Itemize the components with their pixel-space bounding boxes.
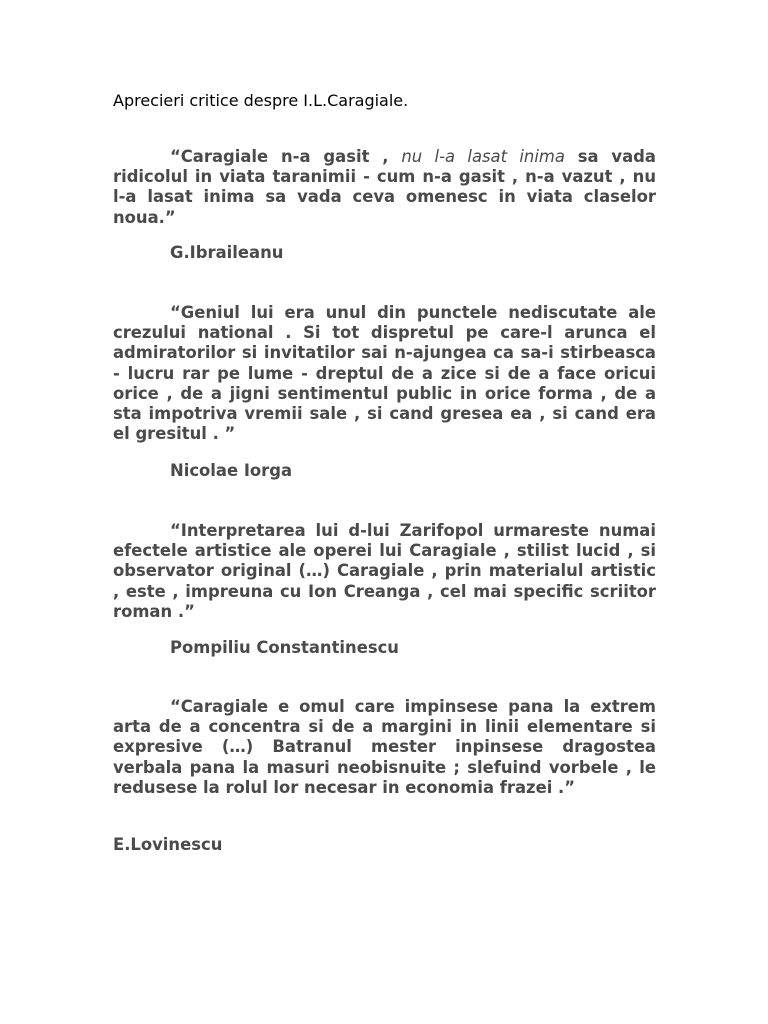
quote-iorga: “Geniul lui era unul din punctele nediscutate ale crezului national . Si tot dispretul pe care-l arunca el admiratorilor si invitatilor sai n-ajungea ca sa-i stirbeasca - lucru rar pe lume - dreptul de a zice si de a face oricui orice , de a jigni sentimentul public in orice forma , de a sta impotriva vremii sale , si cand gresea ea , si cand era el gresitul . ”: [113, 303, 656, 444]
author-iorga: Nicolae Iorga: [170, 461, 293, 480]
quote-lovinescu: “Caragiale e omul care impinsese pana la extrem arta de a concentra si de a margini in linii elementare si expresive (…) Batranul mester inpinsese dragostea verbala pana la masuri neobisnuite ; slefuind vorbele , le redusese la rolul lor necesar in economia frazei .”: [113, 697, 656, 797]
quote-ibraileanu-italic: nu l-a lasat inima: [401, 147, 565, 166]
quote-constantinescu: “Interpretarea lui d-lui Zarifopol urmareste numai efectele artistice ale operei lui Caragiale , stilist lucid , si observator original (…) Caragiale , prin materialul artistic , este , impreuna cu Ion Creanga , cel mai specific scriitor roman .”: [113, 521, 656, 621]
quote-ibraileanu-text-start: “Caragiale n-a gasit ,: [170, 147, 402, 166]
quote-ibraileanu: [113, 147, 656, 228]
quote-ibraileanu-text-end: sa vada ridicolul in viata taranimii - cum n-a gasit , n-a vazut , nu l-a lasat inima sa vada ceva omenesc in viata claselor noua.”: [113, 147, 656, 227]
author-ibraileanu: G.Ibraileanu: [170, 243, 284, 262]
author-lovinescu: E.Lovinescu: [113, 835, 223, 854]
author-constantinescu: Pompiliu Constantinescu: [170, 638, 399, 657]
document-title: Aprecieri critice despre I.L.Caragiale.: [113, 91, 409, 110]
